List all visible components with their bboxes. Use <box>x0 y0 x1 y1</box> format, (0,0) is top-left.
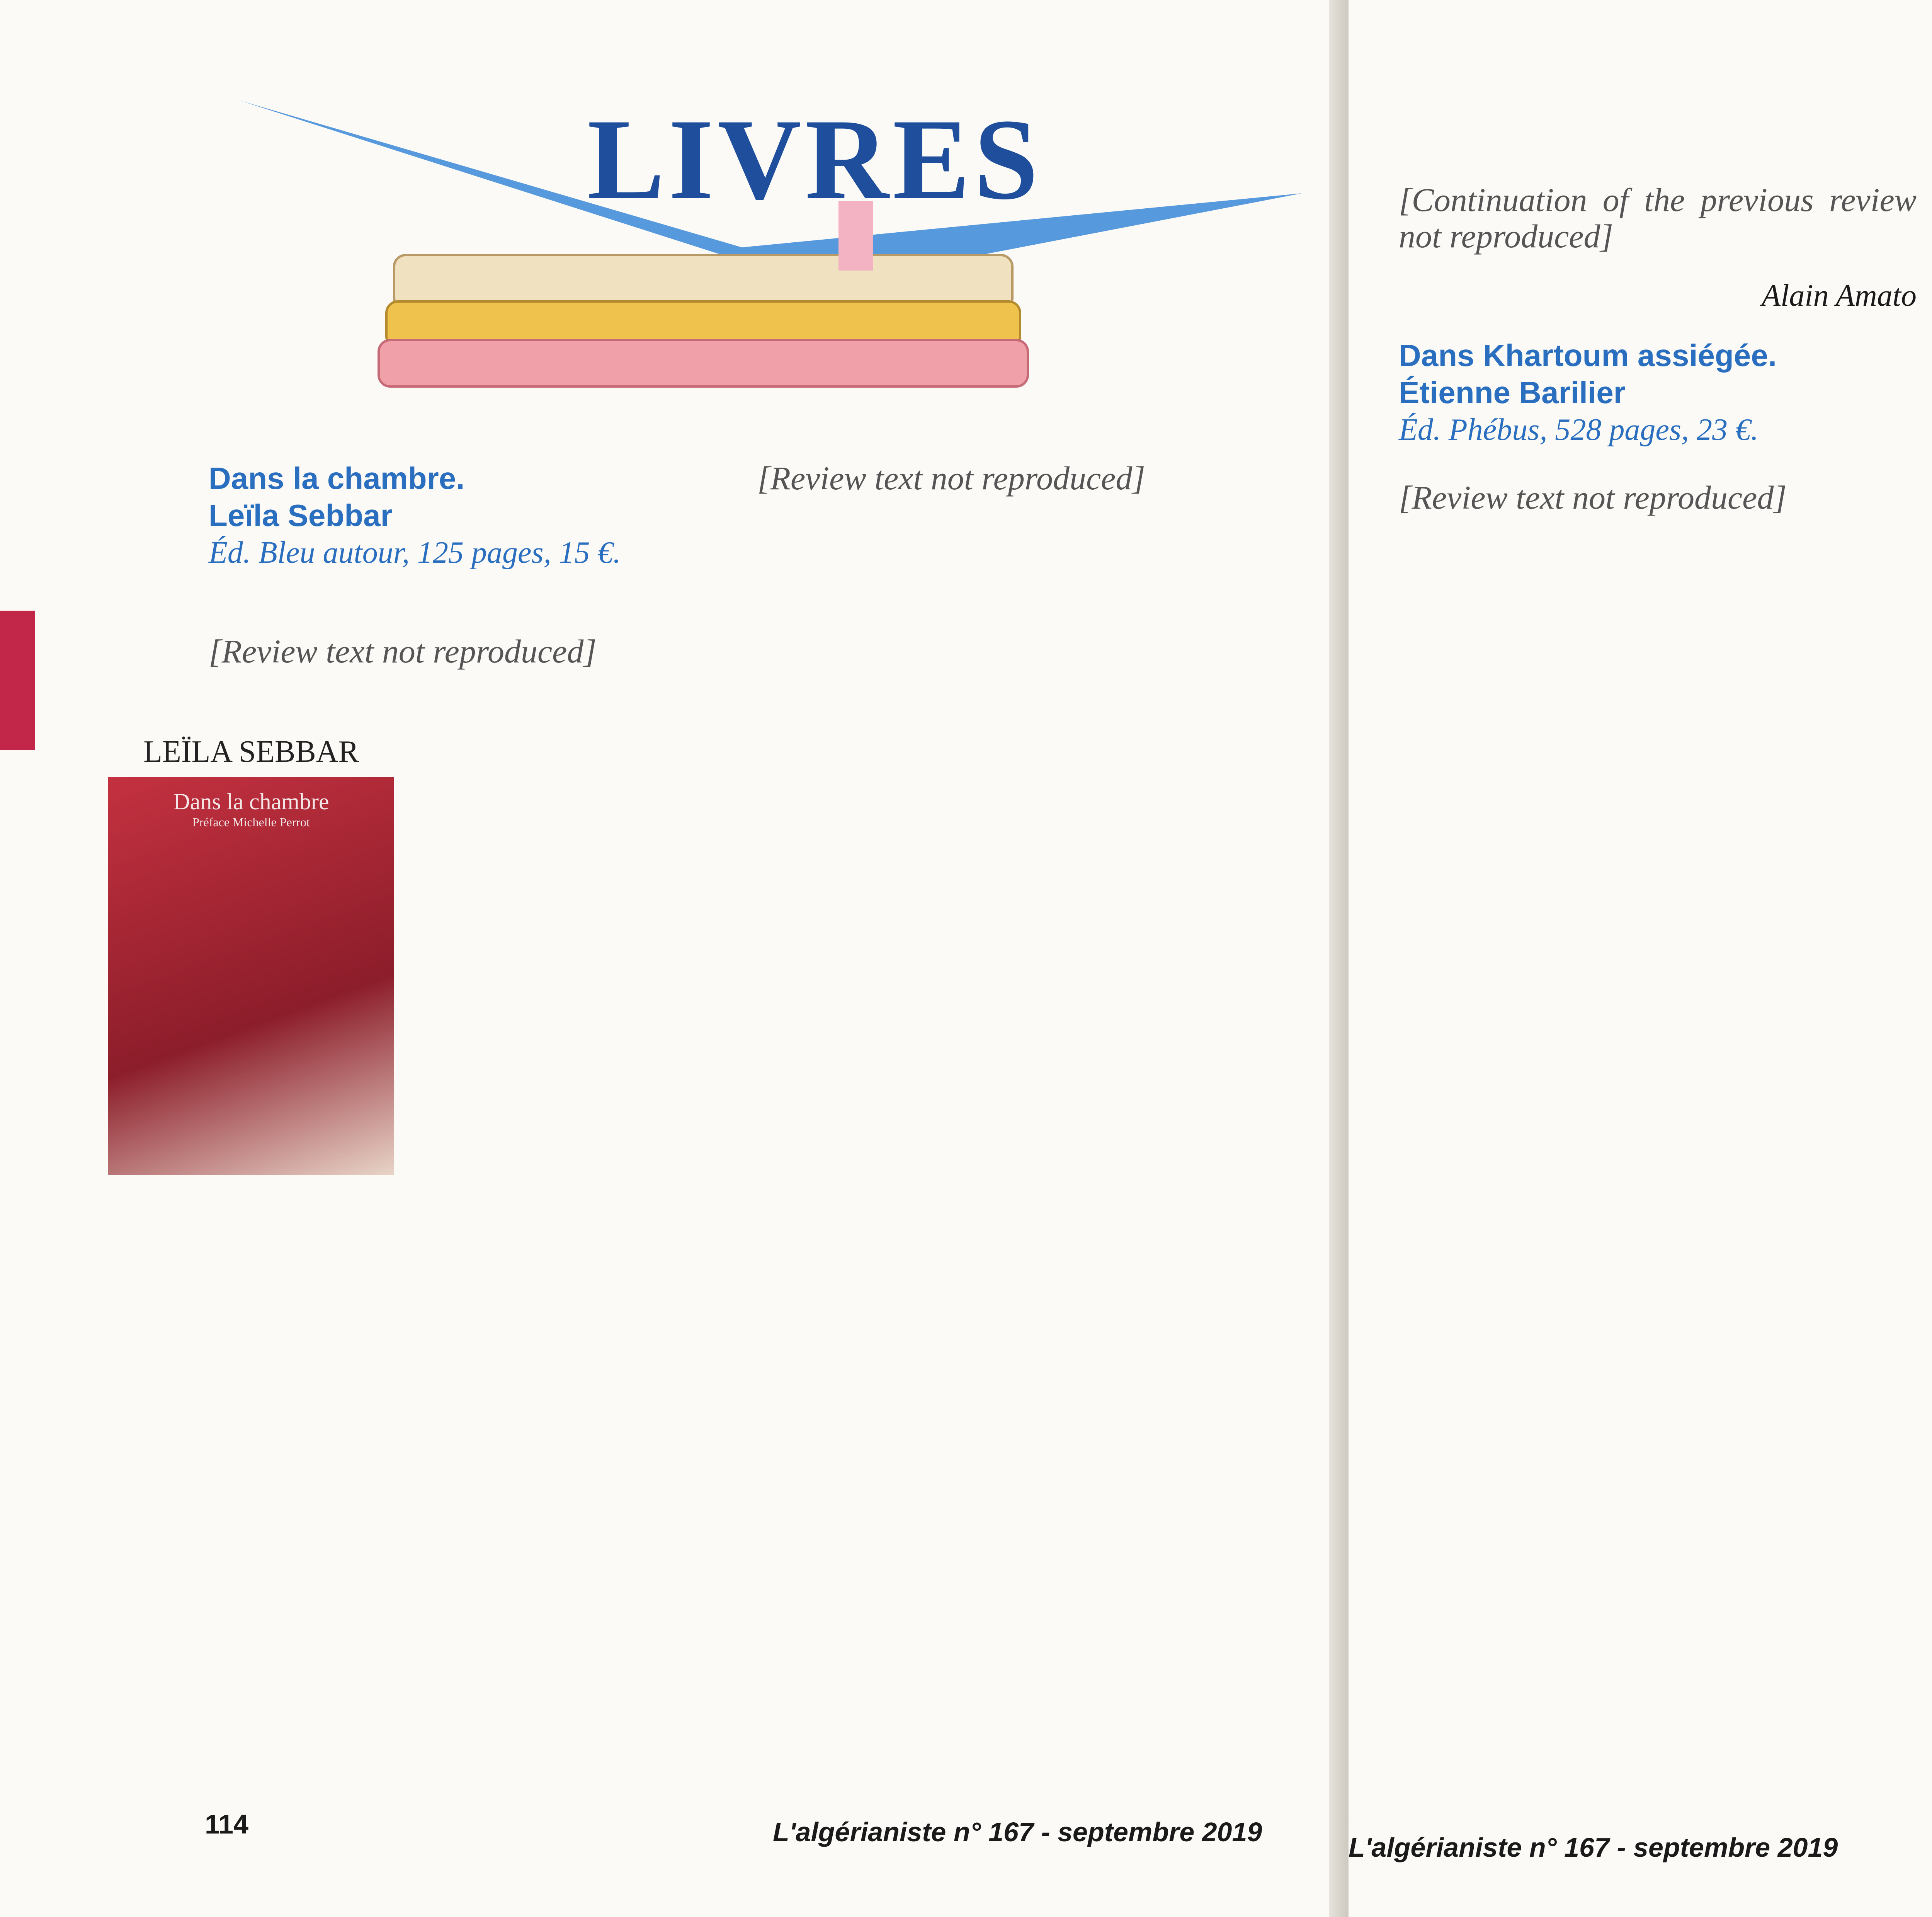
running-footer: L'algérianiste n° 167 - septembre 2019 <box>1349 1832 1838 1863</box>
cover-artwork <box>108 777 394 1175</box>
left-column-1 <box>209 460 723 685</box>
review-body-continued: [Review text not reproduced] <box>757 460 1145 497</box>
book-author: Étienne Barilier <box>1399 375 1626 410</box>
cover-title: Dans la chambre <box>173 789 329 814</box>
review-body: [Review text not reproduced] <box>209 633 597 670</box>
right-page <box>1349 0 1932 1917</box>
page-number: 114 <box>205 1809 248 1839</box>
book-title: Dans la chambre. <box>209 461 465 495</box>
book-meta: Éd. Phébus, 528 pages, 23 €. <box>1399 413 1759 447</box>
reviewer-signature: Alain Amato <box>1762 279 1917 313</box>
cover-author: LEÏLA SEBBAR <box>143 735 359 769</box>
section-heading: LIVRES <box>587 95 1043 223</box>
book-title: Dans Khartoum assiégée. <box>1399 338 1777 373</box>
book-cover-sebbar <box>100 734 402 1179</box>
right-column-1 <box>1399 182 1917 531</box>
running-footer: L'algérianiste n° 167 - septembre 2019 <box>773 1817 1262 1847</box>
continued-review: [Continuation of the previous review not reproduced] <box>1399 181 1917 255</box>
cover-subtitle: Préface Michelle Perrot <box>192 815 310 829</box>
bookmark-tab <box>0 611 35 750</box>
review-body: [Review text not reproduced] <box>1399 479 1787 516</box>
book-meta: Éd. Bleu autour, 125 pages, 15 €. <box>209 536 621 570</box>
book-author: Leïla Sebbar <box>209 498 393 533</box>
left-column-2 <box>757 460 1271 512</box>
